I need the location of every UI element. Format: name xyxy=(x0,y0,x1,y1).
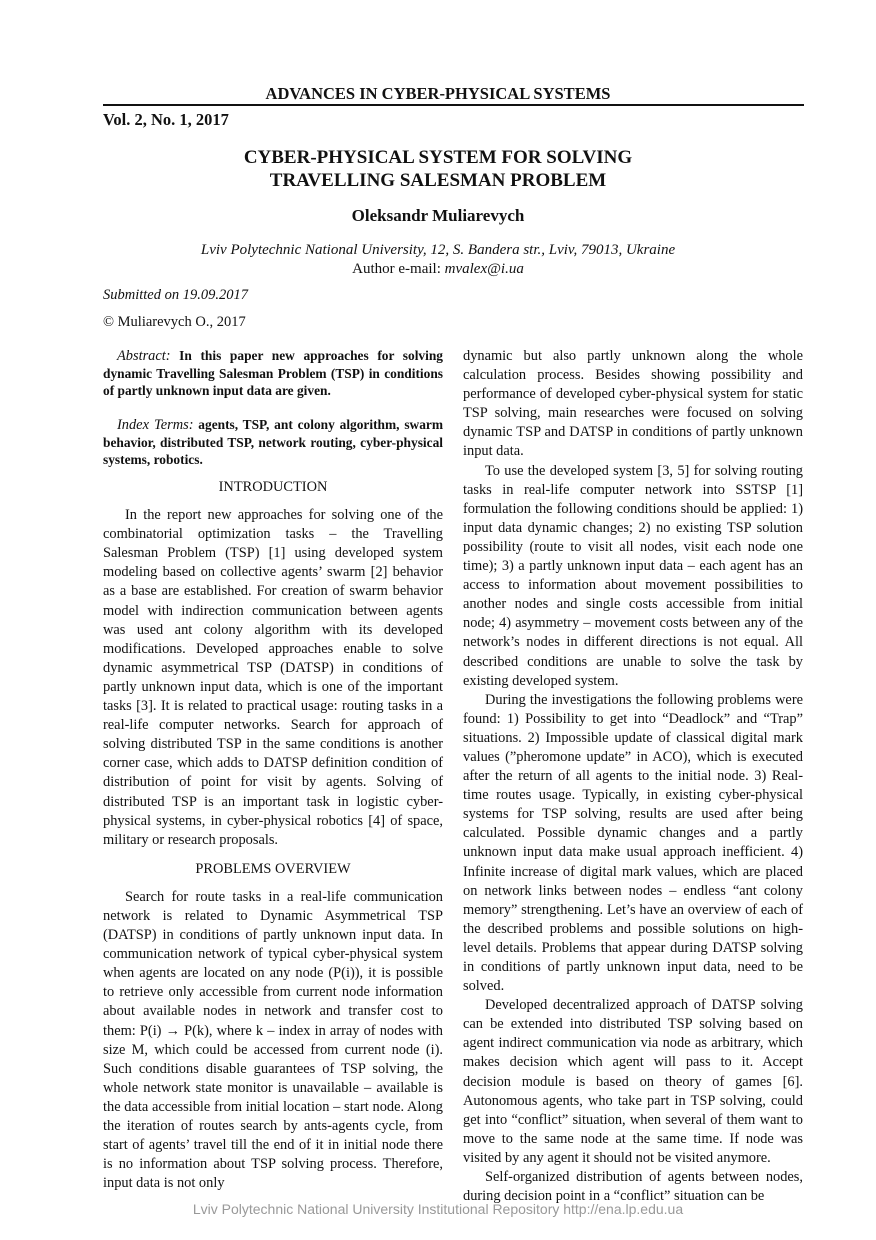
author-name: Oleksandr Muliarevych xyxy=(351,206,525,225)
submitted-date: Submitted on 19.09.2017 xyxy=(103,287,248,303)
index-terms-text: agents, TSP, ant colony algorithm, swarm behavior, distributed TSP, network routing, cyber-physical systems, robotics. xyxy=(103,417,443,467)
journal-name: ADVANCES IN CYBER-PHYSICAL SYSTEMS xyxy=(265,84,611,103)
abstract xyxy=(103,347,443,399)
affiliation-block xyxy=(0,241,876,279)
paper-title xyxy=(0,146,876,192)
affiliation: Lviv Polytechnic National University, 12, S. Bandera str., Lviv, 79013, Ukraine xyxy=(200,242,676,258)
repository-footer: Lviv Polytechnic National University Institutional Repository http://ena.lp.edu.ua xyxy=(192,1201,684,1217)
body-paragraph: Self-organized distribution of agents between nodes, during decision point in a “conflict” situation can be xyxy=(463,1169,803,1205)
body-paragraph: Developed decentralized approach of DATSP solving can be extended into distributed TSP solving based on agent indirect communication via node as arbitrary, which makes decision which agent will pass to it. Accept decision module is based on theory of games [6]. Autonomous agents, who take part in TSP solving, could get into “conflict” situation, when several of them want to move to the same node at the same time. If node was visited by any agent it should not be visited anymore. xyxy=(463,997,803,1166)
right-column xyxy=(463,347,803,1206)
problems-paragraph: Search for route tasks in a real-life communication network is related to Dynamic Asymmetrical TSP (DATSP) in conditions of partly unknown input data. In communication network of typical cyber-physical system when agents are located on any node (P(i)), it is possible to retrieve only accessible from current node information about available nodes in network and transfer cost to them: P(i) → P(k), where k – index in array of nodes with size M, which could be accessed from current node (i). Such conditions disable guarantees of TSP solving, the whole network state monitor is unavailable – available is the data accessible from initial location – start node. Along the iteration of routes search by ants-agents cycle, from start of agents’ travel till the end of it in initial node there is no information about TSP solving process. Therefore, input data is not only xyxy=(103,888,443,1192)
volume-info: Vol. 2, No. 1, 2017 xyxy=(103,110,229,129)
body-paragraph: dynamic but also partly unknown along the whole calculation process. Besides showing possibility and performance of developed cyber-physical system for static TSP solving, main researches were focused on solving dynamic TSP and DATSP in conditions of partly unknown input data. xyxy=(463,348,803,460)
intro-paragraph: In the report new approaches for solving one of the combinatorial optimization tasks – the Travelling Salesman Problem (TSP) [1] using developed system modeling based on collective agents’ swarm [2] behavior as a base are established. For creation of swarm behavior model with indirection communication between agents was used ant colony algorithm with its developed modifications. Developed approaches enable to solve dynamic asymmetrical TSP (DATSP) in conditions of partly unknown input data, which is one of the important tasks [3]. It is related to practical usage: routing tasks in a real-life computer networks. Search for approach of solving distributed TSP in the same conditions is another corner case, which adds to DATSP definition condition of distribution of point for visit by agents. Solving of distributed TSP is an important task in logistic cyber-physical systems, in cyber-physical robotics [4] of space, military or research proposals. xyxy=(103,507,443,848)
email-label: Author e-mail: xyxy=(352,261,445,277)
abstract-label: Abstract: xyxy=(117,348,171,364)
author-email[interactable]: mvalex@i.ua xyxy=(444,261,524,277)
section-heading-introduction: INTRODUCTION xyxy=(218,479,328,495)
left-column xyxy=(103,347,443,1193)
title-line-2: TRAVELLING SALESMAN PROBLEM xyxy=(269,170,607,191)
copyright: © Muliarevych O., 2017 xyxy=(103,314,246,330)
body-paragraph: During the investigations the following problems were found: 1) Possibility to get into “Deadlock” and “Trap” situations. 2) Impossible update of classical digital mark values (”pheromone update” in ACO), which is executed after the return of all agents to the initial node. 3) Real-time routes usage. Typically, in existing cyber-physical systems for TSP solving, results are used after being calculated. Possible dynamic changes and a partly unknown input data make usual approach inefficient. 4) Infinite increase of digital mark values, which are placed on network links between nodes – endless “ant colony memory” strengthening. Let’s have an overview of each of the described problems and possible solutions on high-level details. Problems that appear during DATSP solving in conditions of partly unknown input data, need to be solved. xyxy=(463,691,803,995)
header-rule xyxy=(103,104,804,106)
index-terms-label: Index Terms: xyxy=(117,417,194,433)
index-terms xyxy=(103,416,443,468)
title-line-1: CYBER-PHYSICAL SYSTEM FOR SOLVING xyxy=(243,147,633,168)
body-paragraph: To use the developed system [3, 5] for solving routing tasks in real-life computer network into SSTSP [1] formulation the following conditions should be applied: 1) input data dynamic changes; 2) no existing TSP solution possibility (route to visit all nodes, visit each node one time); 3) a partly unknown input data – each agent has an access to information about movement possibilities to another nodes and single costs accessible from initial node; 4) asymmetry – movement costs between any of the network’s nodes in different directions is not equal. All described conditions are unable to solve the task by existing developed system. xyxy=(463,462,803,689)
abstract-text: In this paper new approaches for solving dynamic Travelling Salesman Problem (TSP) in conditions of partly unknown input data are given. xyxy=(103,348,443,398)
section-heading-problems: PROBLEMS OVERVIEW xyxy=(195,860,351,877)
